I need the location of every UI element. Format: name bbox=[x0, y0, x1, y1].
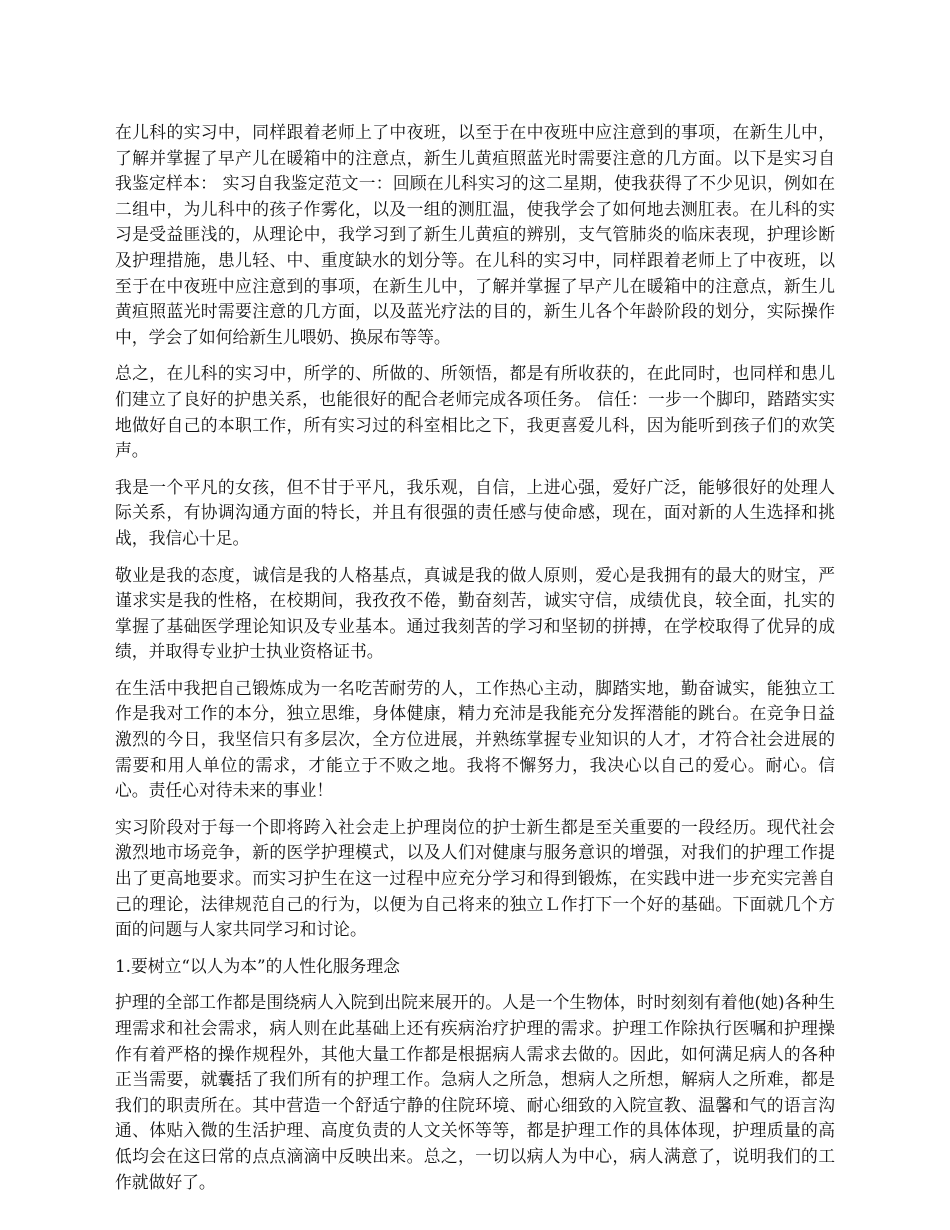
paragraph: 护理的全部工作都是围绕病人入院到出院来展开的。人是一个生物体，时时刻刻有着他(她)各种生理需求和社会需求，病人则在此基础上还有疾病治疗护理的需求。护理工作除执行医嘱和护理操作有着严格的操作规程外，其他大量工作都是根据病人需求去做的。因此，如何满足病人的各种正当需要，就囊括了我们所有的护理工作。急病人之所急，想病人之所想，解病人之所难，都是我们的职责所在。其中营造一个舒适宁静的住院环境、耐心细致的入院宣教、温馨和气的语言沟通、体贴入微的生活护理、高度负责的人文关怀等等，都是护理工作的具体体现，护理质量的高低均会在这曰常的点点滴滴中反映出来。总之，一切以病人为中心，病人满意了，说明我们的工作就做好了。 bbox=[115, 992, 835, 1192]
paragraph: 在儿科的实习中，同样跟着老师上了中夜班，以至于在中夜班中应注意到的事项，在新生儿中，了解并掌握了早产儿在暖箱中的注意点，新生儿黄疸照蓝光时需要注意的几方面。以下是实习自我鉴定样本： 实习自我鉴定范文一：回顾在儿科实习的这二星期，使我获得了不少见识，例如在二组中，为儿科中的孩子作雾化，以及一组的测肛温，使我学会了如何地去测肛表。在儿科的实习是受益匪浅的，从理论中，我学习到了新生儿黄疸的辨别，支气管肺炎的临床表现，护理诊断及护理措施，患儿轻、中、重度缺水的划分等。在儿科的实习中，同样跟着老师上了中夜班，以至于在中夜班中应注意到的事项，在新生儿中，了解并掌握了早产儿在暖箱中的注意点，新生儿黄疸照蓝光时需要注意的几方面，以及蓝光疗法的目的，新生儿各个年龄阶段的划分，实际操作中，学会了如何给新生儿喂奶、换尿布等等。 bbox=[115, 122, 835, 347]
paragraph: 我是一个平凡的女孩，但不甘于平凡，我乐观，自信，上进心强，爱好广泛，能够很好的处理人际关系，有协调沟通方面的特长，并且有很强的责任感与使命感，现在，面对新的人生选择和挑战，我信心十足。 bbox=[115, 476, 835, 548]
document-body bbox=[115, 120, 835, 1206]
paragraph: 总之，在儿科的实习中，所学的、所做的、所领悟，都是有所收获的，在此同时，也同样和患儿们建立了良好的护患关系，也能很好的配合老师完成各项任务。 信任：一步一个脚印，踏踏实实地做好自己的本职工作，所有实习过的科室相比之下，我更喜爱儿科，因为能听到孩子们的欢笑声。 bbox=[115, 363, 835, 461]
paragraph: 敬业是我的态度，诚信是我的人格基点，真诚是我的做人原则，爱心是我拥有的最大的财宝，严谨求实是我的性格，在校期间，我孜孜不倦，勤奋刻苦，诚实守信，成绩优良，较全面，扎实的掌握了基础医学理论知识及专业基本。通过我刻苦的学习和坚韧的拼搏，在学校取得了优异的成绩，并取得专业护士执业资格证书。 bbox=[115, 564, 835, 662]
paragraph: 在生活中我把自己锻炼成为一名吃苦耐劳的人，工作热心主动，脚踏实地，勤奋诚实，能独立工作是我对工作的本分，独立思维，身体健康，精力充沛是我能充分发挥潜能的跳台。在竞争日益激烈的今日，我坚信只有多层次，全方位进展，并熟练掌握专业知识的人才，才符合社会进展的需要和用人单位的需求，才能立于不败之地。我将不懈努力，我决心以自己的爱心。耐心。信心。责任心对待未来的事业！ bbox=[115, 677, 835, 801]
section-heading: 1.要树立“以人为本”的人性化服务理念 bbox=[115, 955, 400, 976]
paragraph: 实习阶段对于每一个即将跨入社会走上护理岗位的护士新生都是至关重要的一段经历。现代社会激烈地市场竞争，新的医学护理模式，以及人们对健康与服务意识的增强，对我们的护理工作提出了更高地要求。而实习护生在这一过程中应充分学习和得到锻炼，在实践中进一步充实完善自己的理论，法律规范自己的行为，以便为自己将来的独立Ｌ作打下一个好的基础。下面就几个方面的问题与人家共同学习和讨论。 bbox=[115, 816, 835, 940]
